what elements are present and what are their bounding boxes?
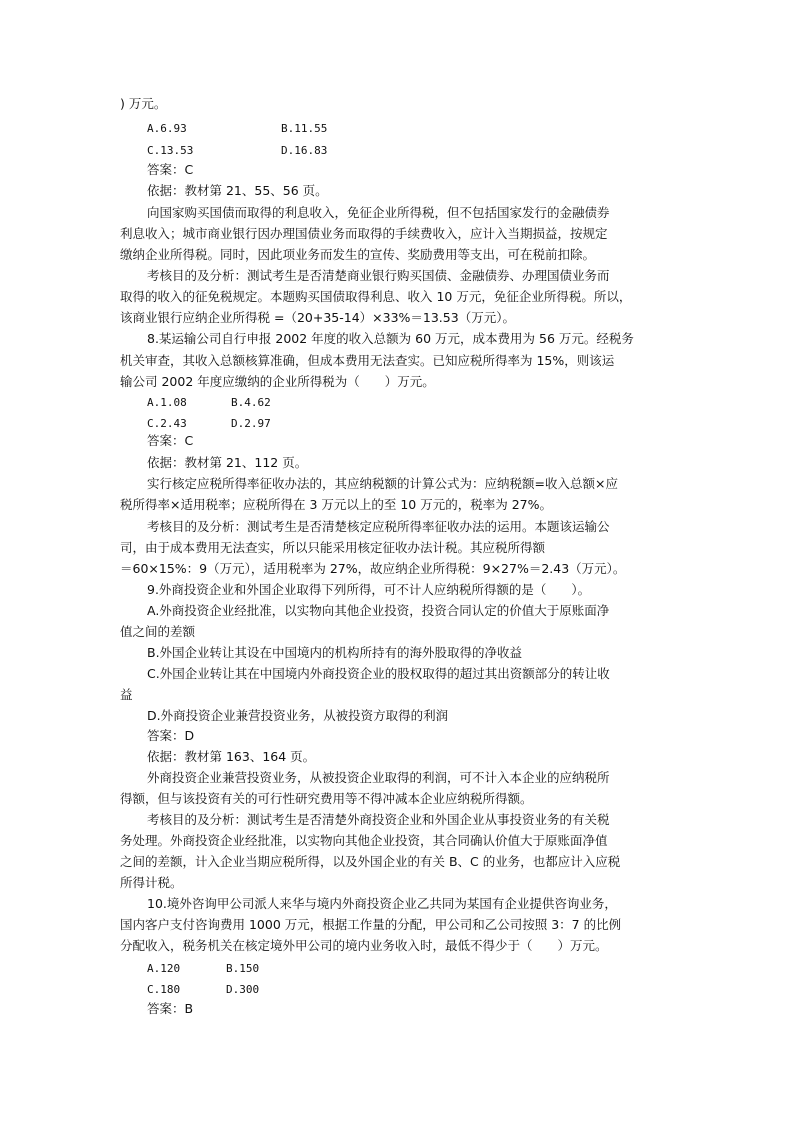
paragraph-line: 所得计税。	[120, 875, 183, 890]
option-c: C.13.53	[147, 144, 194, 157]
option-a: A.外商投资企业经批准，以实物向其他企业投资，投资合同认定的价值大于原账面净	[147, 603, 610, 618]
paragraph-line: 取得的收入的征免税规定。本题购买国债取得利息、收入 10 万元，免征企业所得税。所以，	[120, 289, 632, 304]
option-c: C.2.43	[147, 417, 187, 430]
paragraph-line: 考核目的及分析：测试考生是否清楚外商投资企业和外国企业从事投资业务的有关税	[147, 812, 610, 827]
question-line: 机关审查，其收入总额核算准确，但成本费用无法查实。已知应税所得率为 15%，则该运	[120, 353, 615, 368]
option-c: C.外国企业转让其在中国境内外商投资企业的股权取得的超过其出资额部分的转让收	[147, 666, 610, 681]
question-line: 10.境外咨询甲公司派人来华与境内外商投资企业乙共同为某国有企业提供咨询业务，	[147, 896, 617, 911]
paragraph-line: 税所得率×适用税率；应税所得在 3 万元以上的至 10 万元的，税率为 27%。	[120, 497, 552, 512]
option-a: A.6.93	[147, 122, 187, 135]
question-line: 分配收入，税务机关在核定境外甲公司的境内业务收入时，最低不得少于（ ）万元。	[120, 938, 608, 953]
answer: 答案：C	[147, 162, 194, 177]
option-a: A.120	[147, 962, 181, 975]
option-a-continued: 值之间的差额	[120, 624, 196, 639]
option-d: D.外商投资企业兼营投资业务，从被投资方取得的利润	[147, 708, 449, 723]
question-line: 9.外商投资企业和外国企业取得下列所得，可不计人应纳税所得额的是（ ）。	[147, 582, 591, 597]
paragraph-line: 外商投资企业兼营投资业务，从被投资企业取得的利润，可不计入本企业的应纳税所	[147, 770, 610, 785]
option-b: B.4.62	[231, 396, 271, 409]
option-c-continued: 益	[120, 687, 133, 702]
question-line: 8.某运输公司自行申报 2002 年度的收入总额为 60 万元，成本费用为 56 万元。经税务	[147, 331, 634, 346]
paragraph-line: 务处理。外商投资企业经批准，以实物向其他企业投资，其合同确认价值大于原账面净值	[120, 833, 608, 848]
question-line: 输公司 2002 年度应缴纳的企业所得税为（ ）万元。	[120, 374, 435, 389]
paragraph-line: 考核目的及分析：测试考生是否清楚核定应税所得率征收办法的运用。本题该运输公	[147, 519, 610, 534]
option-a: A.1.08	[147, 396, 187, 409]
option-d: D.16.83	[281, 144, 328, 157]
paragraph-line: 之间的差额，计入企业当期应税所得，以及外国企业的有关 B、C 的业务，也都应计入应税	[120, 854, 621, 869]
paragraph-line: 利息收入；城市商业银行因办理国债业务而取得的手续费收入，应计入当期损益，按规定	[120, 226, 608, 241]
answer: 答案：B	[147, 1001, 194, 1016]
reference: 依据：教材第 163、164 页。	[147, 749, 316, 764]
reference: 依据：教材第 21、112 页。	[147, 455, 308, 470]
option-b: B.150	[226, 962, 260, 975]
option-d: D.2.97	[231, 417, 271, 430]
option-c: C.180	[147, 983, 181, 996]
paragraph-line: 考核目的及分析：测试考生是否清楚商业银行购买国债、金融债券、办理国债业务而	[147, 268, 610, 283]
option-d: D.300	[226, 983, 260, 996]
paragraph-line: 得额，但与该投资有关的可行性研究费用等不得冲减本企业应纳税所得额。	[120, 791, 533, 806]
option-b: B.11.55	[281, 122, 328, 135]
paragraph-line: 司，由于成本费用无法查实，所以只能采用核定征收办法计税。其应税所得额	[120, 540, 546, 555]
answer: 答案：D	[147, 728, 195, 743]
paragraph-line: 向国家购买国债而取得的利息收入，免征企业所得税，但不包括国家发行的金融债券	[147, 205, 610, 220]
question-line: 国内客户支付咨询费用 1000 万元，根据工作量的分配，甲公司和乙公司按照 3：7 的比例	[120, 917, 622, 932]
text-line: ) 万元。	[120, 96, 167, 111]
answer: 答案：C	[147, 433, 194, 448]
paragraph-line: ＝60×15%：9（万元），适用税率为 27%，故应纳企业所得税：9×27%＝2.43（万元）。	[120, 561, 626, 576]
option-b: B.外国企业转让其设在中国境内的机构所持有的海外股取得的净收益	[147, 645, 523, 660]
paragraph-line: 实行核定应税所得率征收办法的，其应纳税额的计算公式为：应纳税额=收入总额×应	[147, 476, 618, 491]
paragraph-line: 缴纳企业所得税。同时，因此项业务而发生的宣传、奖励费用等支出，可在税前扣除。	[120, 247, 596, 262]
paragraph-line: 该商业银行应纳企业所得税 =（20+35-14）×33%＝13.53（万元）。	[120, 310, 515, 325]
reference: 依据：教材第 21、55、56 页。	[147, 183, 328, 198]
